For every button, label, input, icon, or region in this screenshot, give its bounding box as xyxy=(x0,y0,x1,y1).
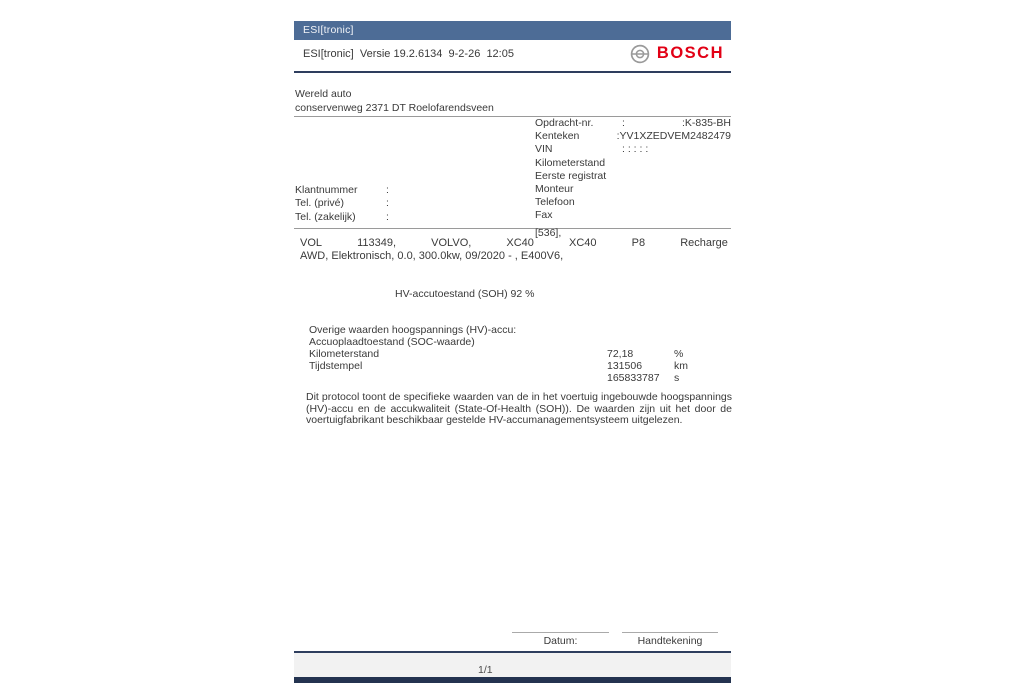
order-info-table xyxy=(535,117,731,223)
table-row: Kilometerstand xyxy=(535,156,606,169)
value-row: Accuoplaadtoestand (SOC-waarde) xyxy=(309,336,475,348)
page-number: 1/1 xyxy=(478,664,493,676)
soh-heading: HV-accutoestand (SOH) 92 % xyxy=(395,288,535,300)
table-row: Monteur xyxy=(535,183,574,196)
field-row: Klantnummer : xyxy=(295,184,389,196)
report-header xyxy=(294,40,731,73)
vehicle-code: [536], xyxy=(535,227,562,239)
version-line: ESI[tronic] Versie 19.2.6134 9-2-26 12:05 xyxy=(303,47,514,60)
value-row: 165833787 s xyxy=(607,372,680,384)
signature-line xyxy=(622,632,718,633)
table-row: Kenteken :YV1XZEDVEM2482479 xyxy=(535,130,731,143)
customer-fields xyxy=(295,184,455,224)
value-row: Kilometerstand 72,18 % xyxy=(309,348,684,360)
bosch-wordmark: BOSCH xyxy=(656,44,724,62)
report-page xyxy=(294,0,731,683)
value-row: Tijdstempel 131506 km xyxy=(309,360,688,372)
date-line xyxy=(512,632,609,633)
date-signature-field xyxy=(512,632,609,647)
table-row: Eerste registrat xyxy=(535,169,607,182)
handwritten-signature-field xyxy=(622,632,718,647)
protocol-note: Dit protocol toont de specifieke waarden van de in het voertuig ingebouwde hoogspannings (HV)-accu en de accukwaliteit (State-Of-Health (SOH)). De waarden zijn uit het door de voertuigfabrikant beschikbaar gestelde HV-accumanagementsysteem uitgelezen. xyxy=(306,391,732,427)
date-label: Datum: xyxy=(543,635,578,647)
vehicle-line-1: VOL 113349, VOLVO, XC40 XC40 P8 Recharge xyxy=(300,237,728,249)
bosch-logo xyxy=(630,44,724,64)
table-row: Telefoon xyxy=(535,196,575,209)
customer-name: Wereld auto xyxy=(295,88,352,100)
divider-mid xyxy=(294,228,731,229)
bosch-armature-icon xyxy=(630,44,650,64)
signature-label: Handtekening xyxy=(637,635,703,647)
vehicle-description xyxy=(300,237,728,262)
section-title: Overige waarden hoogspannings (HV)-accu: xyxy=(309,324,517,336)
footer-bar xyxy=(294,677,731,683)
table-row: VIN : : : : : xyxy=(535,143,649,156)
table-row: Opdracht-nr. : :K-835-BH xyxy=(535,117,731,129)
customer-address: conservenweg 2371 DT Roelofarendsveen xyxy=(295,102,494,114)
field-row: Tel. (zakelijk) : xyxy=(295,210,389,223)
hv-values-section xyxy=(309,324,729,384)
field-row: Tel. (privé) : xyxy=(295,197,389,210)
vehicle-line-2: AWD, Elektronisch, 0.0, 300.0kw, 09/2020 - , E400V6, xyxy=(300,249,564,262)
app-titlebar: ESI[tronic] xyxy=(294,21,731,40)
table-row: Fax xyxy=(535,209,553,222)
